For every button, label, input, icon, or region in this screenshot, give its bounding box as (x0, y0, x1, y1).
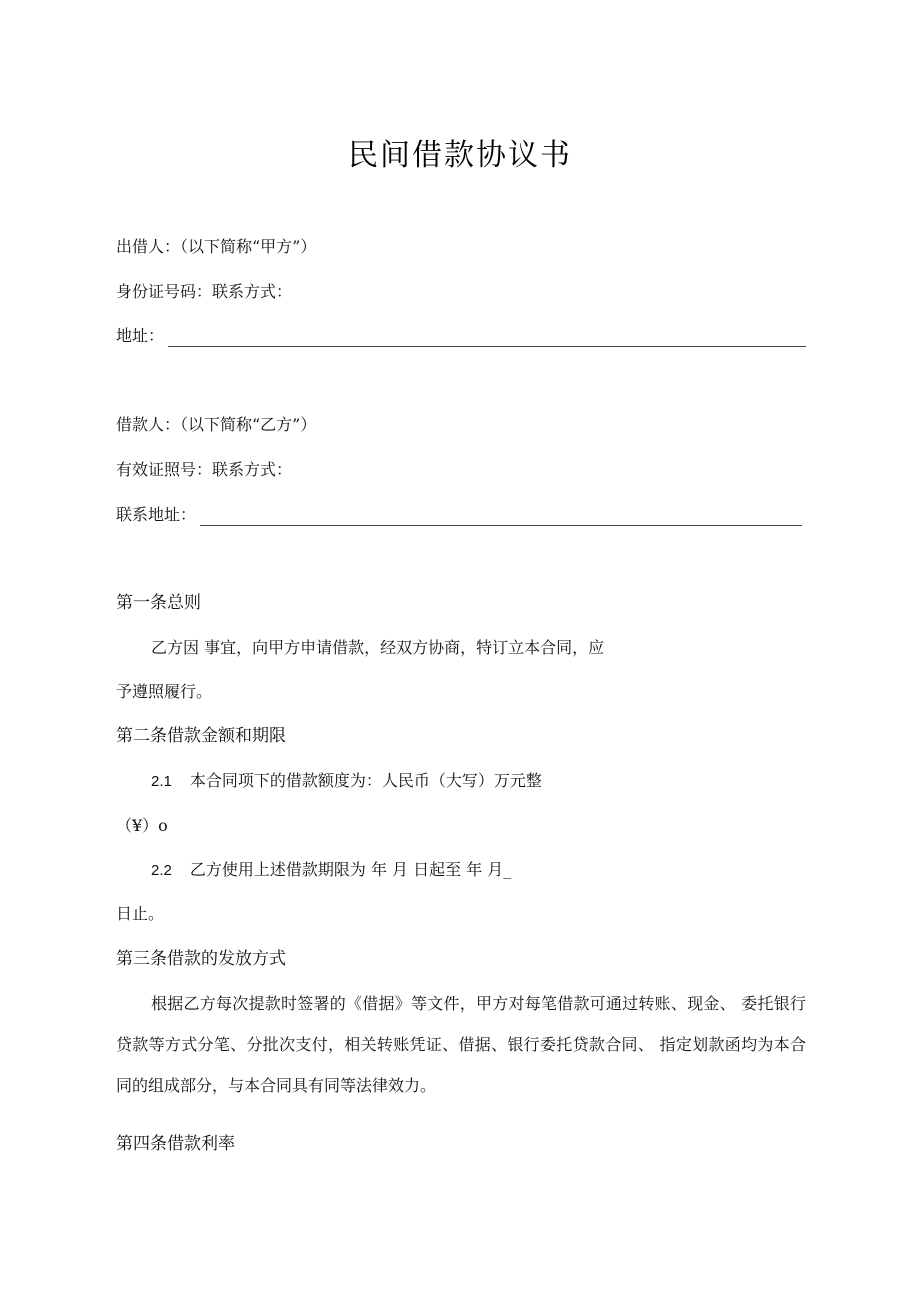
article-2-heading: 第二条借款金额和期限 (116, 726, 286, 746)
clause-2-2 (151, 859, 511, 882)
borrower-address-row (116, 504, 802, 526)
clause-2-2-continuation: 日止。 (116, 904, 165, 923)
article-1-line-2: 予遵照履行。 (116, 682, 213, 701)
lender-address-label: 地址： (116, 326, 165, 345)
clause-2-2-number: 2.2 (151, 862, 172, 879)
borrower-address-label: 联系地址： (116, 505, 197, 524)
borrower-id-contact: 有效证照号：联系方式： (116, 460, 293, 479)
article-3-heading: 第三条借款的发放方式 (116, 949, 286, 969)
clause-2-1-number: 2.1 (151, 773, 172, 790)
article-3-paragraph: 根据乙方每次提款时签署的《借据》等文件，甲方对每笔借款可通过转账、现金、 委托银行贷款等方式分笔、分批次支付，相关转账凭证、借据、银行委托贷款合同、 指定划款函均为本合同的组成部分，与本合同具有同等法律效力。 (116, 994, 806, 1095)
lender-label: 出借人：（以下简称“甲方”） (116, 237, 317, 256)
article-4-heading: 第四条借款利率 (116, 1134, 235, 1154)
clause-2-1-text: 本合同项下的借款额度为：人民币（大写）万元整 (189, 771, 542, 790)
article-1-line-1: 乙方因 事宜，向甲方申请借款，经双方协商，特订立本合同，应 (151, 638, 605, 657)
lender-id-contact: 身份证号码：联系方式： (116, 282, 293, 301)
borrower-address-blank (200, 511, 802, 526)
lender-address-row (116, 325, 806, 347)
clause-2-1-continuation: （¥）o (116, 816, 168, 835)
document-title: 民间借款协议书 (348, 138, 572, 173)
clause-2-1 (151, 770, 542, 793)
clause-2-2-text: 乙方使用上述借款期限为 年 月 日起至 年 月_ (189, 860, 512, 879)
borrower-label: 借款人：（以下简称“乙方”） (116, 415, 317, 434)
article-1-heading: 第一条总则 (116, 593, 201, 613)
lender-address-blank (168, 332, 806, 347)
